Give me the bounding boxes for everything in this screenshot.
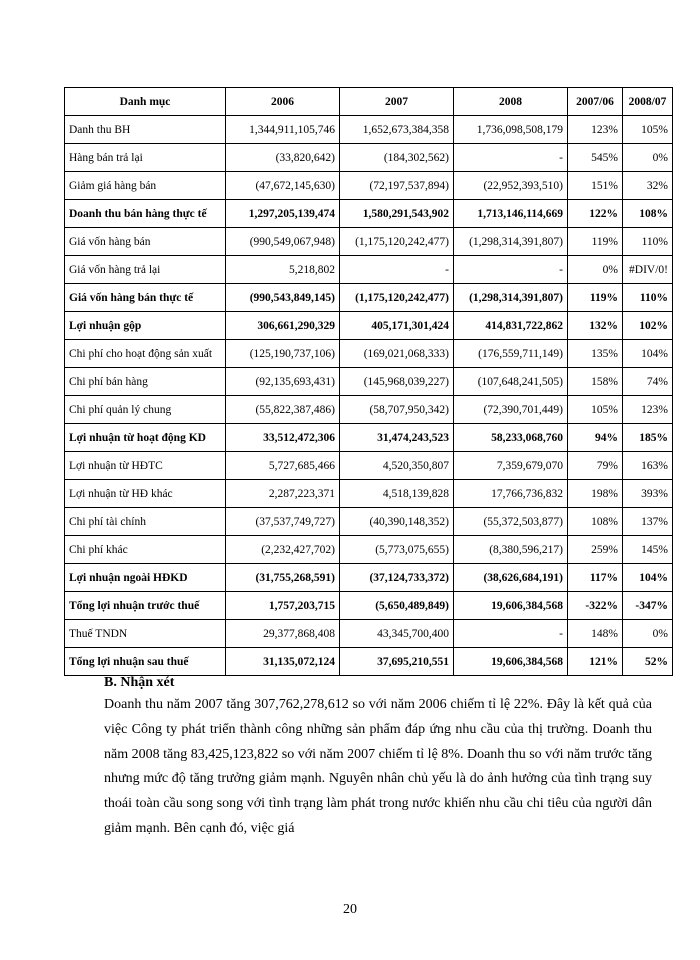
row-label: Giảm giá hàng bán [65, 172, 226, 200]
ratio-2008-07: 163% [623, 452, 673, 480]
value-2006: (33,820,642) [226, 144, 340, 172]
financial-table [64, 87, 673, 676]
ratio-2007-06: 117% [568, 564, 623, 592]
value-2008: (107,648,241,505) [454, 368, 568, 396]
table-row [65, 396, 673, 424]
value-2006: 31,135,072,124 [226, 648, 340, 676]
value-2008: 7,359,679,070 [454, 452, 568, 480]
row-label: Chi phí quản lý chung [65, 396, 226, 424]
table-row [65, 116, 673, 144]
row-label: Lợi nhuận gộp [65, 312, 226, 340]
ratio-2008-07: -347% [623, 592, 673, 620]
table-row [65, 200, 673, 228]
table-row [65, 480, 673, 508]
value-2008: (8,380,596,217) [454, 536, 568, 564]
row-label: Lợi nhuận từ HĐ khác [65, 480, 226, 508]
value-2008: (1,298,314,391,807) [454, 284, 568, 312]
value-2006: 1,757,203,715 [226, 592, 340, 620]
value-2006: (92,135,693,431) [226, 368, 340, 396]
row-label: Danh thu BH [65, 116, 226, 144]
value-2008: 58,233,068,760 [454, 424, 568, 452]
row-label: Chi phí tài chính [65, 508, 226, 536]
header-ratio-2008-07: 2008/07 [623, 88, 673, 116]
value-2008: 19,606,384,568 [454, 648, 568, 676]
ratio-2008-07: 52% [623, 648, 673, 676]
value-2007: (5,773,075,655) [340, 536, 454, 564]
ratio-2007-06: 123% [568, 116, 623, 144]
row-label: Lợi nhuận ngoài HĐKD [65, 564, 226, 592]
value-2006: (31,755,268,591) [226, 564, 340, 592]
ratio-2008-07: 104% [623, 564, 673, 592]
value-2007: 405,171,301,424 [340, 312, 454, 340]
value-2007: (5,650,489,849) [340, 592, 454, 620]
table-row [65, 340, 673, 368]
row-label: Chi phí khác [65, 536, 226, 564]
table-header-row [65, 88, 673, 116]
table-row [65, 172, 673, 200]
ratio-2007-06: 259% [568, 536, 623, 564]
value-2008: (55,372,503,877) [454, 508, 568, 536]
ratio-2008-07: 104% [623, 340, 673, 368]
ratio-2008-07: #DIV/0! [623, 256, 673, 284]
ratio-2007-06: -322% [568, 592, 623, 620]
table-row [65, 312, 673, 340]
row-label: Doanh thu bán hàng thực tế [65, 200, 226, 228]
value-2006: (990,549,067,948) [226, 228, 340, 256]
value-2006: 1,297,205,139,474 [226, 200, 340, 228]
value-2007: 4,518,139,828 [340, 480, 454, 508]
table-row [65, 228, 673, 256]
ratio-2008-07: 123% [623, 396, 673, 424]
ratio-2007-06: 0% [568, 256, 623, 284]
value-2006: (990,543,849,145) [226, 284, 340, 312]
value-2007: 37,695,210,551 [340, 648, 454, 676]
ratio-2008-07: 0% [623, 144, 673, 172]
ratio-2007-06: 119% [568, 284, 623, 312]
header-category: Danh mục [65, 88, 226, 116]
value-2007: 1,580,291,543,902 [340, 200, 454, 228]
header-2007: 2007 [340, 88, 454, 116]
row-label: Thuế TNDN [65, 620, 226, 648]
table-row [65, 368, 673, 396]
row-label: Giá vốn hàng bán [65, 228, 226, 256]
value-2008: (38,626,684,191) [454, 564, 568, 592]
ratio-2007-06: 198% [568, 480, 623, 508]
ratio-2007-06: 121% [568, 648, 623, 676]
value-2006: 2,287,223,371 [226, 480, 340, 508]
row-label: Chi phí bán hàng [65, 368, 226, 396]
row-label: Lợi nhuận từ HĐTC [65, 452, 226, 480]
ratio-2008-07: 110% [623, 284, 673, 312]
value-2006: (55,822,387,486) [226, 396, 340, 424]
ratio-2008-07: 110% [623, 228, 673, 256]
ratio-2007-06: 122% [568, 200, 623, 228]
table-row [65, 648, 673, 676]
ratio-2008-07: 393% [623, 480, 673, 508]
value-2008: - [454, 256, 568, 284]
ratio-2007-06: 132% [568, 312, 623, 340]
ratio-2008-07: 102% [623, 312, 673, 340]
ratio-2007-06: 119% [568, 228, 623, 256]
row-label: Lợi nhuận từ hoạt động KD [65, 424, 226, 452]
value-2006: (125,190,737,106) [226, 340, 340, 368]
value-2008: (72,390,701,449) [454, 396, 568, 424]
value-2008: (1,298,314,391,807) [454, 228, 568, 256]
table-row [65, 144, 673, 172]
value-2008: (22,952,393,510) [454, 172, 568, 200]
header-2006: 2006 [226, 88, 340, 116]
row-label: Giá vốn hàng bán thực tế [65, 284, 226, 312]
ratio-2007-06: 148% [568, 620, 623, 648]
ratio-2007-06: 135% [568, 340, 623, 368]
value-2008: - [454, 620, 568, 648]
ratio-2007-06: 108% [568, 508, 623, 536]
ratio-2008-07: 0% [623, 620, 673, 648]
ratio-2008-07: 74% [623, 368, 673, 396]
value-2008: 1,736,098,508,179 [454, 116, 568, 144]
page-number: 20 [343, 902, 357, 917]
value-2007: (184,302,562) [340, 144, 454, 172]
value-2006: 5,727,685,466 [226, 452, 340, 480]
ratio-2007-06: 94% [568, 424, 623, 452]
value-2006: 29,377,868,408 [226, 620, 340, 648]
value-2007: (1,175,120,242,477) [340, 284, 454, 312]
value-2006: 5,218,802 [226, 256, 340, 284]
value-2007: 1,652,673,384,358 [340, 116, 454, 144]
row-label: Hàng bán trả lại [65, 144, 226, 172]
row-label: Tổng lợi nhuận trước thuế [65, 592, 226, 620]
table-row [65, 452, 673, 480]
ratio-2008-07: 145% [623, 536, 673, 564]
value-2007: (1,175,120,242,477) [340, 228, 454, 256]
ratio-2008-07: 185% [623, 424, 673, 452]
value-2008: 1,713,146,114,669 [454, 200, 568, 228]
ratio-2007-06: 79% [568, 452, 623, 480]
ratio-2008-07: 32% [623, 172, 673, 200]
table-row [65, 284, 673, 312]
value-2006: (37,537,749,727) [226, 508, 340, 536]
value-2006: (2,232,427,702) [226, 536, 340, 564]
value-2007: (37,124,733,372) [340, 564, 454, 592]
ratio-2007-06: 151% [568, 172, 623, 200]
section-title: B. Nhận xét [104, 675, 175, 690]
value-2008: 17,766,736,832 [454, 480, 568, 508]
table-row [65, 564, 673, 592]
value-2007: (169,021,068,333) [340, 340, 454, 368]
row-label: Tổng lợi nhuận sau thuế [65, 648, 226, 676]
header-ratio-2007-06: 2007/06 [568, 88, 623, 116]
value-2007: (72,197,537,894) [340, 172, 454, 200]
value-2008: 19,606,384,568 [454, 592, 568, 620]
ratio-2008-07: 137% [623, 508, 673, 536]
value-2007: (40,390,148,352) [340, 508, 454, 536]
value-2007: (58,707,950,342) [340, 396, 454, 424]
table-row [65, 592, 673, 620]
value-2006: 33,512,472,306 [226, 424, 340, 452]
value-2008: (176,559,711,149) [454, 340, 568, 368]
value-2007: 43,345,700,400 [340, 620, 454, 648]
ratio-2007-06: 158% [568, 368, 623, 396]
ratio-2007-06: 545% [568, 144, 623, 172]
commentary-paragraph: Doanh thu năm 2007 tăng 307,762,278,612 so với năm 2006 chiếm tỉ lệ 22%. Đây là kết quả của việc Công ty phát triển thành công những sản phẩm đáp ứng nhu cầu của thị trường. Doanh thu năm 2008 tăng 83,425,123,822 so với năm 2007 chiếm tỉ lệ 8%. Doanh thu so với năm trước tăng nhưng mức độ tăng trưởng giảm mạnh. Nguyên nhân chủ yếu là do ảnh hưởng của tình trạng suy thoái toàn cầu song song với tình trạng làm phát trong nước khiến nhu cầu chi tiêu của người dân giảm mạnh. Bên cạnh đó, việc giá [104, 697, 652, 836]
ratio-2008-07: 108% [623, 200, 673, 228]
header-2008: 2008 [454, 88, 568, 116]
table-row [65, 508, 673, 536]
value-2006: 306,661,290,329 [226, 312, 340, 340]
value-2008: 414,831,722,862 [454, 312, 568, 340]
table-row [65, 424, 673, 452]
ratio-2008-07: 105% [623, 116, 673, 144]
ratio-2007-06: 105% [568, 396, 623, 424]
value-2007: - [340, 256, 454, 284]
row-label: Giá vốn hàng trả lại [65, 256, 226, 284]
row-label: Chi phí cho hoạt động sản xuất [65, 340, 226, 368]
value-2006: (47,672,145,630) [226, 172, 340, 200]
table-row [65, 620, 673, 648]
value-2006: 1,344,911,105,746 [226, 116, 340, 144]
value-2007: 31,474,243,523 [340, 424, 454, 452]
table-row [65, 536, 673, 564]
table-row [65, 256, 673, 284]
value-2007: (145,968,039,227) [340, 368, 454, 396]
value-2007: 4,520,350,807 [340, 452, 454, 480]
value-2008: - [454, 144, 568, 172]
